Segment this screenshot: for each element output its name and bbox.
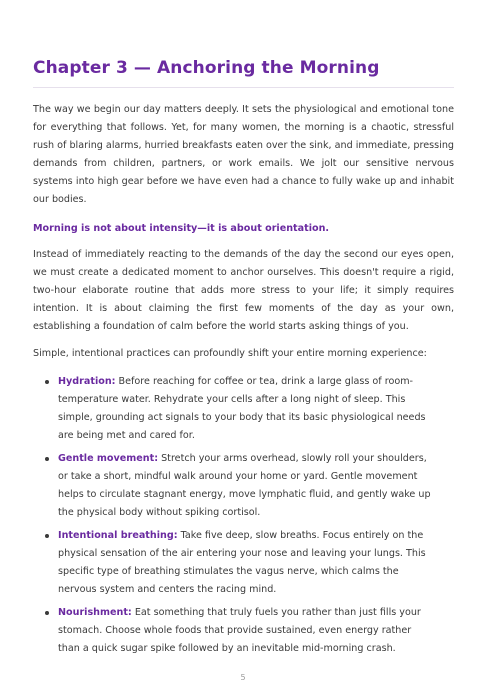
list-item-hydration [58, 373, 454, 445]
body-paragraph: Instead of immediately reacting to the demands of the day the second our eyes open, we must create a dedicated moment to anchor ourselves. This doesn't require a rigid, two-hour elaborate routine that adds more stress to your life; it simply requires intention. It is about claiming the first few moments of the day as your own, establishing a foundation of calm before the world starts asking things of you. [33, 249, 454, 332]
list-item-gentle-movement [58, 450, 454, 522]
intro-paragraph: The way we begin our day matters deeply. It sets the physiological and emotional tone for everything that follows. Yet, for many women, the morning is a chaotic, stressful rush of blaring alarms, hurried breakfasts eaten over the sink, and immediate, pressing demands from children, partners, or work emails. We jolt our sensitive nervous systems into high gear before we have even had a chance to fully wake up and inhabit our bodies. [33, 104, 454, 205]
chapter-title: Chapter 3 — Anchoring the Morning [33, 58, 454, 88]
list-item-text: Before reaching for coffee or tea, drink a large glass of room-temperature water. Rehydrate your cells after a long night of sleep. This simple, grounding act signals to your body that its basic physiological needs are being met and cared for. [58, 376, 426, 441]
list-item-nourishment [58, 604, 454, 658]
list-item-term: Nourishment: [58, 607, 132, 618]
bullet-icon [45, 611, 49, 615]
page-number: 5 [240, 673, 246, 682]
list-item-text: Take five deep, slow breaths. Focus entirely on the physical sensation of the air entering your nose and leaving your lungs. This specific type of breathing stimulates the vagus nerve, which calms the nervous system and centers the racing mind. [58, 530, 426, 595]
callout-statement: Morning is not about intensity—it is about orientation. [33, 223, 330, 234]
bullet-icon [45, 457, 49, 461]
list-item-text: Stretch your arms overhead, slowly roll your shoulders, or take a short, mindful walk around your home or yard. Gentle movement helps to circulate stagnant energy, move lymphatic fluid, and gently wake up the physical body without spiking cortisol. [58, 453, 431, 518]
list-item-intentional-breathing [58, 527, 454, 599]
list-item-term: Intentional breathing: [58, 530, 178, 541]
bullet-icon [45, 380, 49, 384]
list-intro-paragraph: Simple, intentional practices can profoundly shift your entire morning experience: [33, 348, 427, 359]
practices-list [33, 373, 454, 658]
bullet-icon [45, 534, 49, 538]
list-item-term: Hydration: [58, 376, 116, 387]
list-item-term: Gentle movement: [58, 453, 159, 464]
list-item-text: Eat something that truly fuels you rather than just fills your stomach. Choose whole foods that provide sustained, even energy rather than a quick sugar spike followed by an inevitable mid-morning crash. [58, 607, 421, 654]
